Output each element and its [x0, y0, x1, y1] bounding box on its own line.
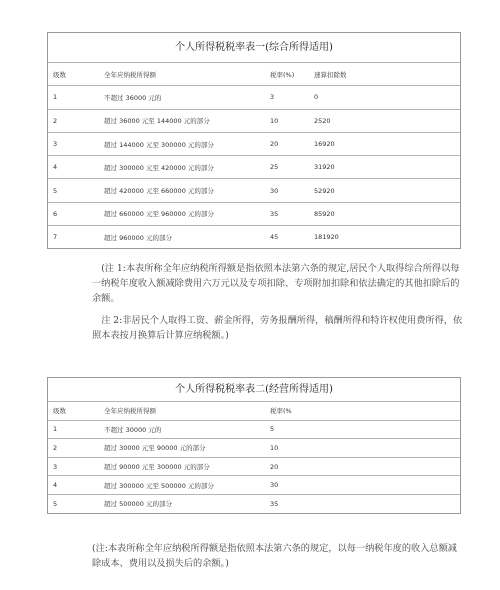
- table-row: [48, 438, 460, 457]
- tax-rate-table-2: [47, 377, 461, 514]
- table-row: [48, 202, 460, 225]
- table-row: [48, 155, 460, 178]
- cell-income-range: 不超过 36000 元的: [104, 93, 162, 102]
- cell-level: 5: [53, 499, 58, 508]
- header-taxable-income: 全年应纳税所得额: [104, 70, 156, 79]
- table-2-title: 个人所得税税率表二(经营所得适用): [175, 384, 333, 395]
- header-quick-deduction: 速算扣除数: [314, 70, 347, 79]
- table-row: [48, 109, 460, 132]
- cell-level: 7: [53, 233, 58, 242]
- cell-income-range: 超过 420000 元至 660000 元的部分: [104, 187, 214, 196]
- cell-rate: 20: [270, 140, 279, 149]
- table-row: [48, 132, 460, 155]
- cell-level: 3: [53, 140, 58, 149]
- table-row: [48, 475, 460, 494]
- table-row: [48, 494, 460, 513]
- table-1-header-row: [48, 62, 460, 85]
- cell-deduction: 2520: [314, 116, 331, 125]
- cell-level: 2: [53, 443, 58, 452]
- cell-level: 4: [53, 481, 58, 490]
- cell-rate: 35: [270, 499, 279, 508]
- note-1: (注 1:本表所称全年应纳税所得额是指依照本法第六条的规定,居民个人取得综合所得以每一纳税年度收入额减除费用六万元以及专项扣除、专项附加扣除和依法确定的其他扣除后的余额。: [92, 263, 460, 304]
- header-tax-rate: 税率(%: [270, 407, 292, 416]
- cell-income-range: 超过 144000 元至 300000 元的部分: [104, 140, 214, 149]
- cell-income-range: 超过 500000 元的部分: [104, 500, 172, 509]
- cell-deduction: 181920: [314, 233, 339, 242]
- cell-income-range: 不超过 30000 元的: [104, 425, 162, 434]
- header-taxable-income: 全年应纳税所得额: [104, 407, 156, 416]
- cell-deduction: 52920: [314, 186, 335, 195]
- cell-rate: 20: [270, 462, 279, 471]
- cell-rate: 3: [270, 93, 275, 102]
- cell-income-range: 超过 36000 元至 144000 元的部分: [104, 117, 210, 126]
- header-level: 级数: [53, 70, 66, 79]
- cell-income-range: 超过 660000 元至 960000 元的部分: [104, 210, 214, 219]
- table-2-header-row: [48, 401, 460, 420]
- cell-deduction: 16920: [314, 140, 335, 149]
- cell-rate: 10: [270, 116, 279, 125]
- cell-level: 6: [53, 209, 58, 218]
- header-tax-rate: 税率(%): [270, 70, 295, 79]
- table-row: [48, 420, 460, 439]
- note-2: 注 2:非居民个人取得工资、薪金所得，劳务报酬所得，稿酬所得和特许权使用费所得，依照本表按月换算后计算应纳税额。): [92, 315, 463, 341]
- cell-deduction: 85920: [314, 209, 335, 218]
- cell-income-range: 超过 90000 元至 300000 元的部分: [104, 463, 210, 472]
- table-1-title: 个人所得税税率表一(综合所得适用): [175, 42, 333, 53]
- note-3: (注:本表所称全年应纳税所得额是指依照本法第六条的规定，以每一纳税年度的收入总额减除成本、费用以及损失后的余额。): [92, 543, 457, 569]
- cell-deduction: 0: [314, 93, 319, 102]
- cell-rate: 35: [270, 209, 279, 218]
- cell-level: 4: [53, 163, 58, 172]
- table-row: [48, 457, 460, 476]
- cell-rate: 45: [270, 233, 279, 242]
- cell-level: 3: [53, 462, 58, 471]
- tax-rate-table-1: [47, 32, 461, 249]
- cell-rate: 30: [270, 481, 279, 490]
- cell-rate: 30: [270, 186, 279, 195]
- cell-level: 1: [53, 93, 58, 102]
- cell-income-range: 超过 300000 元至 500000 元的部分: [104, 481, 214, 490]
- cell-level: 1: [53, 425, 58, 434]
- cell-rate: 10: [270, 443, 279, 452]
- cell-income-range: 超过 30000 元至 90000 元的部分: [104, 444, 206, 453]
- table-row: [48, 225, 460, 248]
- cell-deduction: 31920: [314, 163, 335, 172]
- cell-level: 5: [53, 186, 58, 195]
- header-level: 级数: [53, 407, 66, 416]
- cell-level: 2: [53, 116, 58, 125]
- cell-rate: 25: [270, 163, 279, 172]
- table-row: [48, 178, 460, 201]
- cell-income-range: 超过 300000 元至 420000 元的部分: [104, 163, 214, 172]
- cell-income-range: 超过 960000 元的部分: [104, 233, 172, 242]
- cell-rate: 5: [270, 425, 275, 434]
- table-row: [48, 85, 460, 108]
